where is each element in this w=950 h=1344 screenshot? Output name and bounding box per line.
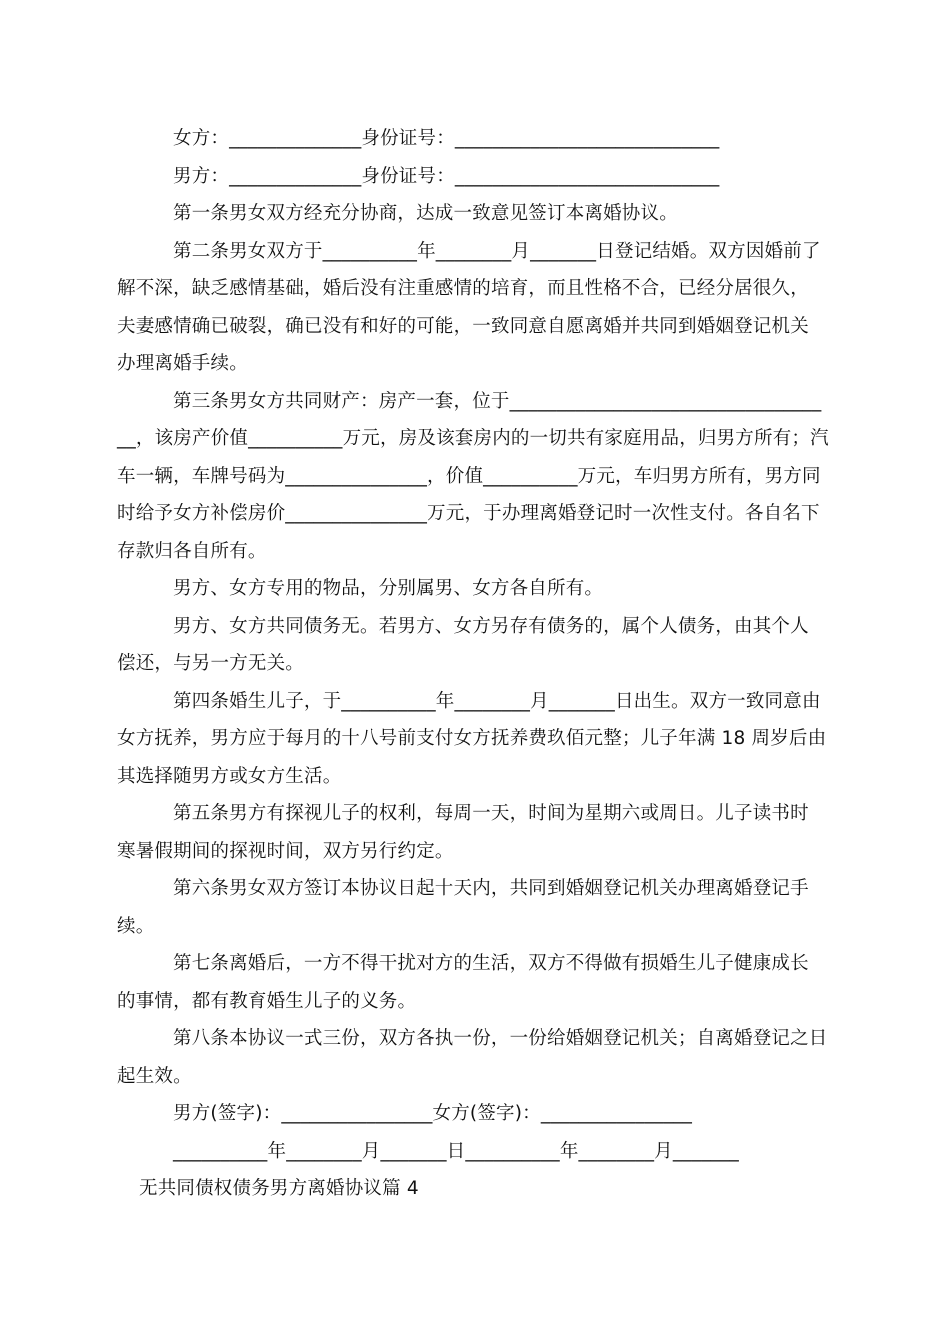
debts-paragraph-line-2: 偿还，与另一方无关。 <box>117 653 305 674</box>
debts-paragraph-line-1: 男方、女方共同债务无。若男方、女方另存有债务的，属个人债务，由其个人 <box>173 616 809 637</box>
article-3-line-1: 第三条男女方共同财产：房产一套，位于_________________________________ <box>173 391 822 412</box>
article-2-line-1: 第二条男女双方于__________年________月_______日登记结婚。双方因婚前了 <box>173 241 821 262</box>
female-party-line: 女方：______________身份证号：____________________________ <box>173 128 720 149</box>
article-3-line-4: 时给予女方补偿房价_______________万元，于办理离婚登记时一次性支付。各自名下 <box>117 503 820 524</box>
article-3-line-2: __，该房产价值__________万元，房及该套房内的一切共有家庭用品，归男方所有；汽 <box>117 428 829 449</box>
article-8-line-2: 起生效。 <box>117 1066 192 1087</box>
article-6-line-1: 第六条男女双方签订本协议日起十天内，共同到婚姻登记机关办理离婚登记手 <box>173 878 809 899</box>
male-party-line: 男方：______________身份证号：____________________________ <box>173 166 720 187</box>
article-5-line-2: 寒暑假期间的探视时间，双方另行约定。 <box>117 841 454 862</box>
article-1: 第一条男女双方经充分协商，达成一致意见签订本离婚协议。 <box>173 203 678 224</box>
article-5-line-1: 第五条男方有探视儿子的权利，每周一天，时间为星期六或周日。儿子读书时 <box>173 803 809 824</box>
article-6-line-2: 续。 <box>117 916 155 937</box>
article-2-line-4: 办理离婚手续。 <box>117 353 248 374</box>
article-7-line-1: 第七条离婚后，一方不得干扰对方的生活，双方不得做有损婚生儿子健康成长 <box>173 953 809 974</box>
article-4-line-2: 女方抚养，男方应于每月的十八号前支付女方抚养费玖佰元整；儿子年满 18 周岁后由 <box>117 728 827 749</box>
article-4-line-3: 其选择随男方或女方生活。 <box>117 766 342 787</box>
personal-items-paragraph: 男方、女方专用的物品，分别属男、女方各自所有。 <box>173 578 604 599</box>
article-3-line-3: 车一辆，车牌号码为_______________，价值__________万元，车归男方所有，男方同 <box>117 466 821 487</box>
article-7-line-2: 的事情，都有教育婚生儿子的义务。 <box>117 991 417 1012</box>
article-2-line-2: 解不深，缺乏感情基础，婚后没有注重感情的培育，而且性格不合，已经分居很久， <box>117 278 809 299</box>
article-2-line-3: 夫妻感情确已破裂，确已没有和好的可能，一致同意自愿离婚并共同到婚姻登记机关 <box>117 316 809 337</box>
article-3-line-5: 存款归各自所有。 <box>117 541 267 562</box>
signature-line: 男方(签字)：________________女方(签字)：________________ <box>173 1103 693 1124</box>
date-line: __________年________月_______日__________年________月_______ <box>173 1141 740 1162</box>
article-8-line-1: 第八条本协议一式三份，双方各执一份，一份给婚姻登记机关；自离婚登记之日 <box>173 1028 828 1049</box>
section-heading: 无共同债权债务男方离婚协议篇 4 <box>139 1178 419 1199</box>
article-4-line-1: 第四条婚生儿子，于__________年________月_______日出生。双方一致同意由 <box>173 691 821 712</box>
